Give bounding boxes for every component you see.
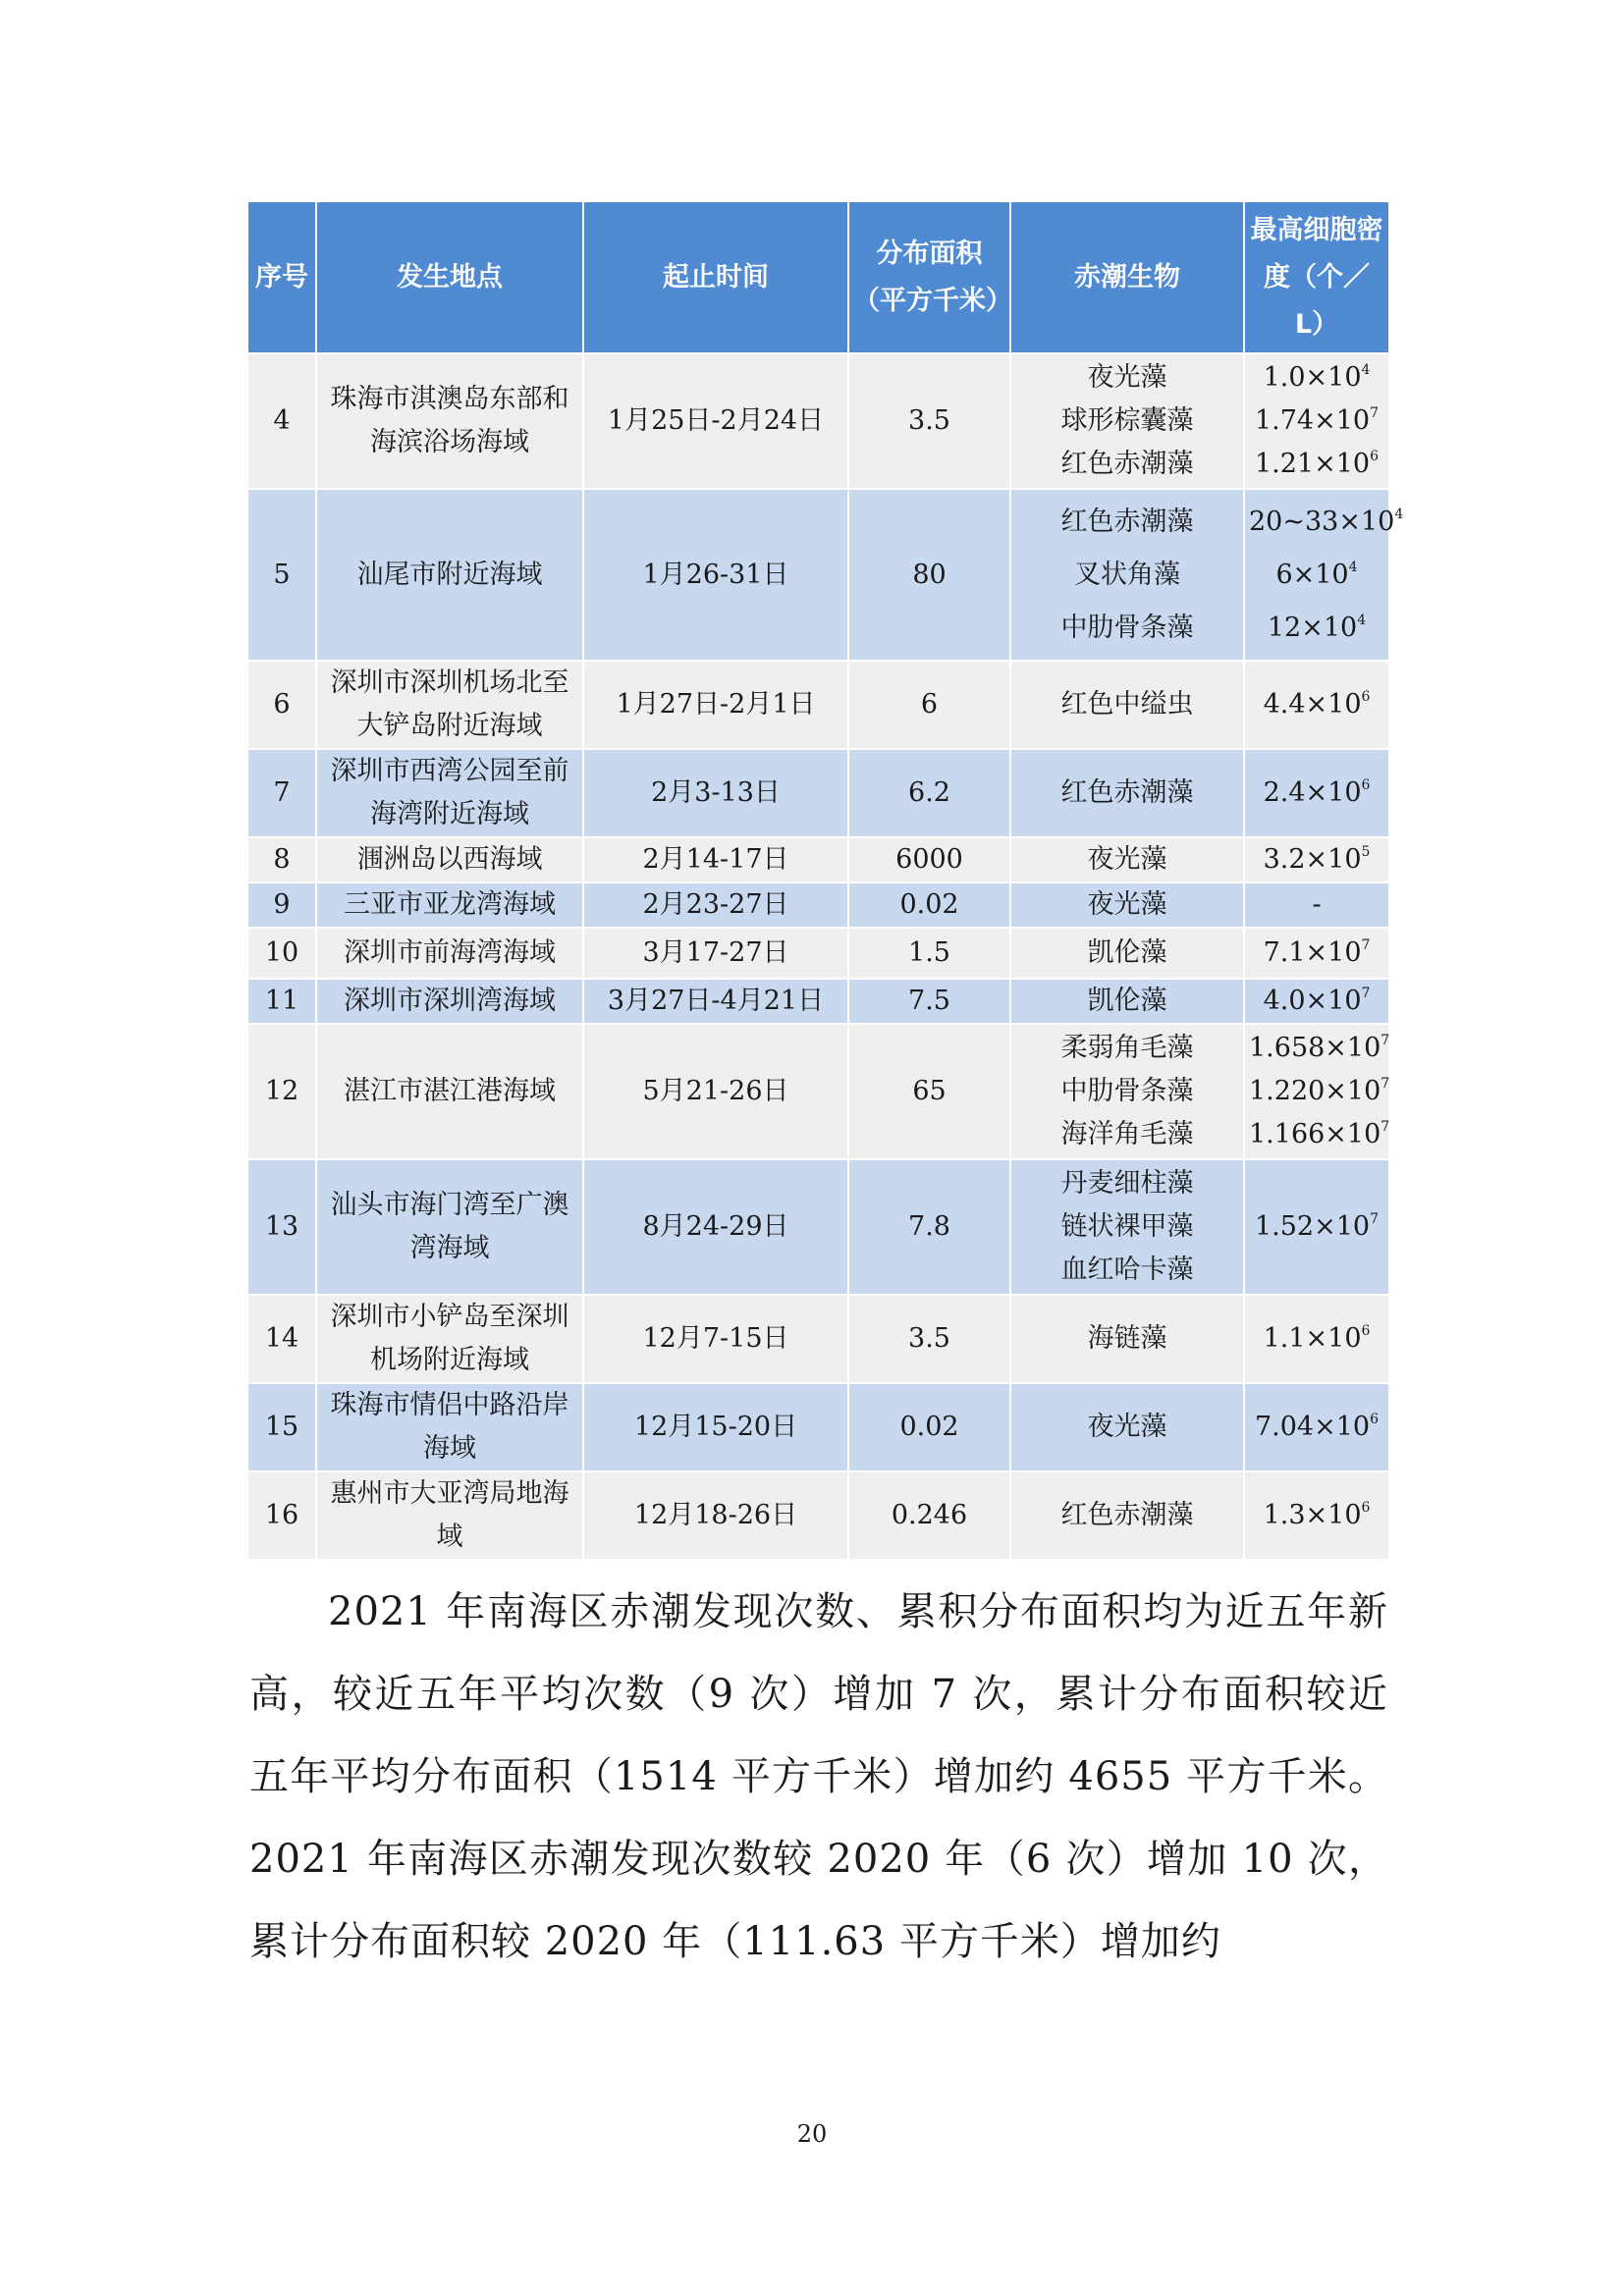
- table-row: [247, 353, 1389, 489]
- density-exponent: 6: [1361, 1500, 1371, 1516]
- organism-line: 红色赤潮藻: [1060, 506, 1194, 537]
- cell-area: 0.246: [848, 1471, 1010, 1560]
- table-row: [247, 979, 1389, 1024]
- cell-density: [1244, 837, 1389, 882]
- organism-line: 夜光藻: [1087, 1412, 1167, 1442]
- density-base: 7.1×10: [1263, 937, 1362, 968]
- place-line: 机场附近海域: [370, 1345, 529, 1375]
- cell-place: [316, 1159, 583, 1295]
- density-base: 1.74×10: [1254, 405, 1371, 436]
- organism-line: 中肋骨条藻: [1060, 1076, 1194, 1106]
- cell-place: [316, 661, 583, 749]
- cell-area: 0.02: [848, 882, 1010, 928]
- density-line: [1249, 932, 1384, 975]
- table-row: [247, 928, 1389, 979]
- cell-no: 9: [247, 882, 316, 928]
- density-exponent: 6: [1370, 449, 1380, 464]
- cell-organism: [1010, 661, 1244, 749]
- organism-line: 夜光藻: [1087, 889, 1167, 920]
- density-exponent: 7: [1380, 1076, 1390, 1092]
- density-base: -: [1312, 889, 1322, 920]
- cell-density: [1244, 1024, 1389, 1159]
- cell-time: 5月21-26日: [583, 1024, 848, 1159]
- cell-time: 12月15-20日: [583, 1383, 848, 1471]
- cell-place: [316, 489, 583, 661]
- organism-line: 红色赤潮藻: [1060, 777, 1194, 808]
- organism-line: 夜光藻: [1087, 362, 1167, 393]
- cell-time: 12月18-26日: [583, 1471, 848, 1560]
- density-base: 1.1×10: [1263, 1323, 1362, 1354]
- cell-organism: [1010, 1295, 1244, 1383]
- cell-density: [1244, 489, 1404, 661]
- density-line: [1249, 356, 1384, 400]
- cell-area: 7.5: [848, 979, 1010, 1024]
- density-exponent: 6: [1370, 1412, 1380, 1427]
- table-row: [247, 882, 1389, 928]
- density-base: 20~33×10: [1249, 506, 1395, 537]
- density-base: 1.52×10: [1254, 1211, 1371, 1242]
- cell-no: 10: [247, 928, 316, 979]
- cell-time: 3月17-27日: [583, 928, 848, 979]
- cell-density: [1244, 882, 1389, 928]
- density-line: [1249, 683, 1384, 726]
- cell-time: 12月7-15日: [583, 1295, 848, 1383]
- cell-place: [316, 1295, 583, 1383]
- place-line: 深圳市前海湾海域: [344, 937, 556, 968]
- density-exponent: 7: [1380, 1033, 1390, 1048]
- density-line: [1249, 496, 1404, 549]
- organism-line: 红色中缢虫: [1060, 689, 1194, 720]
- cell-organism: [1010, 1159, 1244, 1295]
- place-line: 大铲岛附近海域: [356, 711, 543, 741]
- organism-line: 中肋骨条藻: [1060, 612, 1194, 643]
- density-exponent: 6: [1361, 689, 1371, 705]
- density-line: [1249, 1494, 1384, 1537]
- density-exponent: 6: [1361, 1323, 1371, 1339]
- organism-line: 凯伦藻: [1087, 937, 1167, 968]
- density-exponent: 7: [1370, 405, 1380, 421]
- cell-place: [316, 979, 583, 1024]
- cell-place: [316, 1024, 583, 1159]
- density-base: 3.2×10: [1263, 844, 1362, 875]
- organism-line: 叉状角藻: [1074, 559, 1180, 590]
- cell-no: 4: [247, 353, 316, 489]
- page-number: 20: [796, 2120, 828, 2148]
- organism-line: 血红哈卡藻: [1060, 1255, 1194, 1285]
- cell-no: 15: [247, 1383, 316, 1471]
- organism-line: 海链藻: [1087, 1323, 1167, 1354]
- cell-organism: [1010, 353, 1244, 489]
- cell-organism: [1010, 489, 1244, 661]
- density-exponent: 5: [1361, 844, 1371, 860]
- cell-density: [1244, 661, 1389, 749]
- table-row: [247, 1383, 1389, 1471]
- cell-place: [316, 1383, 583, 1471]
- organism-line: 红色赤潮藻: [1060, 1500, 1194, 1530]
- density-exponent: 4: [1361, 362, 1371, 378]
- density-line: [1249, 1406, 1384, 1449]
- density-base: 1.658×10: [1249, 1033, 1381, 1063]
- cell-organism: [1010, 837, 1244, 882]
- place-line: 珠海市淇澳岛东部和: [330, 384, 569, 414]
- cell-no: 7: [247, 749, 316, 837]
- cell-area: 0.02: [848, 1383, 1010, 1471]
- cell-area: 3.5: [848, 1295, 1010, 1383]
- density-line: [1249, 883, 1384, 927]
- cell-place: [316, 928, 583, 979]
- cell-area: 80: [848, 489, 1010, 661]
- cell-organism: [1010, 979, 1244, 1024]
- cell-place: [316, 837, 583, 882]
- density-line: [1249, 1027, 1390, 1070]
- place-line: 三亚市亚龙湾海域: [344, 889, 556, 920]
- density-line: [1249, 549, 1384, 602]
- cell-time: 2月14-17日: [583, 837, 848, 882]
- cell-density: [1244, 1295, 1389, 1383]
- cell-density: [1244, 928, 1389, 979]
- cell-density: [1244, 1383, 1389, 1471]
- cell-no: 5: [247, 489, 316, 661]
- cell-no: 11: [247, 979, 316, 1024]
- organism-line: 凯伦藻: [1087, 986, 1167, 1016]
- header-no: 序号: [247, 201, 316, 353]
- cell-no: 6: [247, 661, 316, 749]
- cell-time: 2月23-27日: [583, 882, 848, 928]
- table-row: [247, 1471, 1389, 1560]
- cell-place: [316, 882, 583, 928]
- density-exponent: 6: [1361, 777, 1371, 793]
- density-base: 1.3×10: [1263, 1500, 1362, 1530]
- organism-line: 柔弱角毛藻: [1060, 1033, 1194, 1063]
- cell-area: 7.8: [848, 1159, 1010, 1295]
- cell-organism: [1010, 882, 1244, 928]
- density-exponent: 4: [1357, 612, 1367, 628]
- density-line: [1249, 980, 1384, 1023]
- place-line: 海滨浴场海域: [370, 427, 529, 457]
- density-base: 1.0×10: [1263, 362, 1362, 393]
- table-row: [247, 1295, 1389, 1383]
- place-line: 深圳市深圳机场北至: [330, 667, 569, 698]
- cell-time: 2月3-13日: [583, 749, 848, 837]
- place-line: 汕尾市附近海域: [356, 559, 543, 590]
- density-exponent: 4: [1394, 506, 1404, 522]
- organism-line: 海洋角毛藻: [1060, 1119, 1194, 1149]
- density-line: [1249, 1205, 1384, 1249]
- cell-organism: [1010, 1383, 1244, 1471]
- organism-line: 丹麦细柱藻: [1060, 1168, 1194, 1199]
- cell-no: 8: [247, 837, 316, 882]
- place-line: 惠州市大亚湾局地海: [330, 1478, 569, 1509]
- cell-density: [1244, 1471, 1389, 1560]
- cell-no: 16: [247, 1471, 316, 1560]
- header-organism: 赤潮生物: [1010, 201, 1244, 353]
- cell-place: [316, 749, 583, 837]
- place-line: 湛江市湛江港海域: [344, 1076, 556, 1106]
- cell-organism: [1010, 1024, 1244, 1159]
- density-exponent: 7: [1361, 937, 1371, 953]
- header-density: 最高细胞密度（个／L）: [1244, 201, 1389, 353]
- density-line: [1249, 1070, 1390, 1113]
- table-row: [247, 837, 1389, 882]
- density-base: 4.4×10: [1263, 689, 1362, 720]
- cell-time: 1月27日-2月1日: [583, 661, 848, 749]
- cell-density: [1244, 353, 1389, 489]
- cell-area: 65: [848, 1024, 1010, 1159]
- body-paragraph: [249, 1571, 1388, 1983]
- cell-area: 6.2: [848, 749, 1010, 837]
- density-line: [1249, 838, 1384, 881]
- cell-density: [1244, 1159, 1389, 1295]
- table-row: [247, 1159, 1389, 1295]
- cell-density: [1244, 979, 1389, 1024]
- place-line: 深圳市西湾公园至前: [330, 756, 569, 786]
- cell-density: [1244, 749, 1389, 837]
- cell-organism: [1010, 749, 1244, 837]
- cell-place: [316, 353, 583, 489]
- density-exponent: 4: [1348, 559, 1358, 575]
- cell-organism: [1010, 1471, 1244, 1560]
- density-base: 2.4×10: [1263, 777, 1362, 808]
- place-line: 涠洲岛以西海域: [356, 844, 543, 875]
- place-line: 海湾附近海域: [370, 799, 529, 829]
- cell-time: 1月25日-2月24日: [583, 353, 848, 489]
- density-exponent: 7: [1361, 986, 1371, 1001]
- paragraph-text: 2021 年南海区赤潮发现次数、累积分布面积均为近五年新高，较近五年平均次数（9 次）增加 7 次，累计分布面积较近五年平均分布面积（1514 平方千米）增加约 4655 平方千米。2021 年南海区赤潮发现次数较 2020 年（6 次）增加 10 次，累计分布面积较 2020 年（111.63 平方千米）增加约: [249, 1589, 1388, 1964]
- cell-time: 3月27日-4月21日: [583, 979, 848, 1024]
- density-line: [1249, 772, 1384, 815]
- density-line: [1249, 443, 1384, 486]
- header-area: 分布面积（平方千米）: [848, 201, 1010, 353]
- cell-no: 14: [247, 1295, 316, 1383]
- cell-area: 1.5: [848, 928, 1010, 979]
- table-row: [247, 1024, 1389, 1159]
- density-line: [1249, 602, 1384, 655]
- table-row: [247, 749, 1389, 837]
- density-exponent: 7: [1380, 1119, 1390, 1135]
- density-base: 12×10: [1267, 612, 1358, 643]
- density-exponent: 7: [1370, 1211, 1380, 1227]
- cell-place: [316, 1471, 583, 1560]
- cell-time: 1月26-31日: [583, 489, 848, 661]
- organism-line: 球形棕囊藻: [1060, 405, 1194, 436]
- cell-area: 6000: [848, 837, 1010, 882]
- cell-area: 6: [848, 661, 1010, 749]
- density-base: 6×10: [1275, 559, 1349, 590]
- organism-line: 红色赤潮藻: [1060, 449, 1194, 479]
- place-line: 域: [436, 1522, 463, 1552]
- density-base: 1.166×10: [1249, 1119, 1381, 1149]
- red-tide-table: [246, 200, 1404, 1561]
- place-line: 珠海市情侣中路沿岸: [330, 1390, 569, 1420]
- organism-line: 链状裸甲藻: [1060, 1211, 1194, 1242]
- density-base: 1.220×10: [1249, 1076, 1381, 1106]
- header-time: 起止时间: [583, 201, 848, 353]
- density-base: 7.04×10: [1254, 1412, 1371, 1442]
- cell-area: 3.5: [848, 353, 1010, 489]
- cell-no: 12: [247, 1024, 316, 1159]
- place-line: 深圳市小铲岛至深圳: [330, 1302, 569, 1332]
- place-line: 深圳市深圳湾海域: [344, 986, 556, 1016]
- organism-line: 夜光藻: [1087, 844, 1167, 875]
- cell-time: 8月24-29日: [583, 1159, 848, 1295]
- header-place: 发生地点: [316, 201, 583, 353]
- density-line: [1249, 400, 1384, 443]
- place-line: 湾海域: [409, 1233, 490, 1263]
- cell-no: 13: [247, 1159, 316, 1295]
- density-line: [1249, 1317, 1384, 1361]
- table-row: [247, 661, 1389, 749]
- table-row: [247, 489, 1389, 661]
- table-body: [247, 353, 1404, 1560]
- density-base: 4.0×10: [1263, 986, 1362, 1016]
- place-line: 海域: [423, 1433, 476, 1464]
- cell-organism: [1010, 928, 1244, 979]
- density-base: 1.21×10: [1254, 449, 1371, 479]
- density-line: [1249, 1113, 1390, 1156]
- place-line: 汕头市海门湾至广澳: [330, 1190, 569, 1220]
- table-header-row: [247, 201, 1389, 353]
